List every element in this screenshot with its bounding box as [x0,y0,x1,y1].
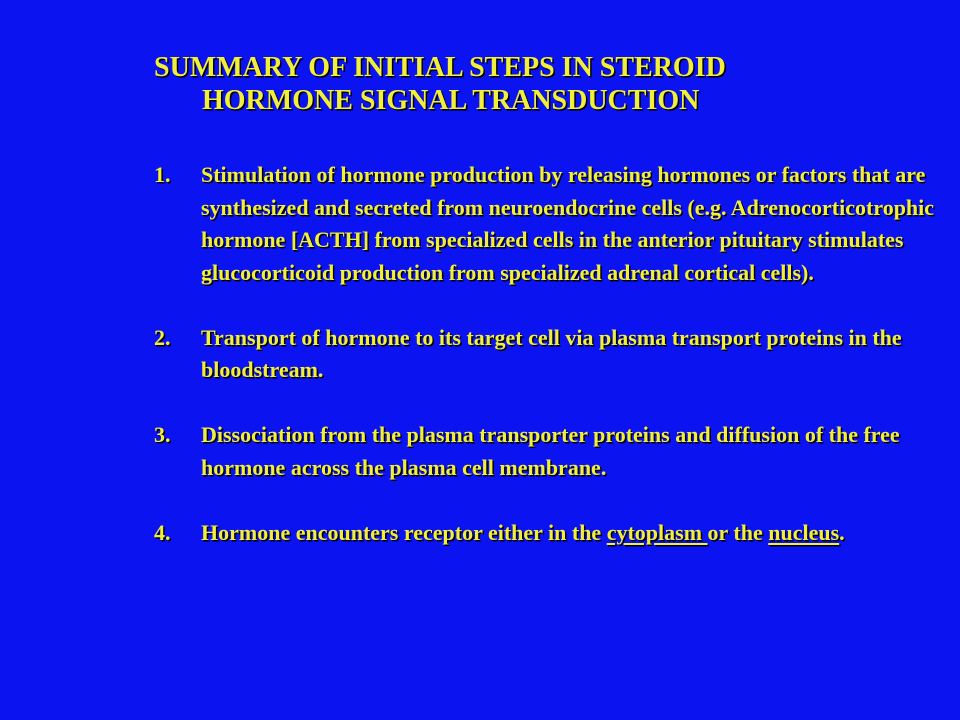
step-text: Transport of hormone to its target cell via plasma transport proteins in the bloodstream. [201,324,902,382]
step-text-part: or the [707,519,769,545]
title-line-2: HORMONE SIGNAL TRANSDUCTION [202,85,700,116]
step-number: 4. [154,519,171,545]
step-text: Stimulation of hormone production by releasing hormones or factors that are synthesized and secreted from neuroendocrine cells (e.g. Adrenocorticotrophic hormone [ACTH] from specialized cells in the anterior pituitary stimulates glucocorticoid production from specialized adrenal cortical cells). [201,162,935,285]
step-number: 2. [154,324,171,350]
step-number: 3. [154,422,171,447]
step-1 [154,159,944,289]
step-text-part: . [839,519,845,545]
step-3 [154,419,944,484]
step-text: Dissociation from the plasma transporter proteins and diffusion of the free hormone across the plasma cell membrane. [201,422,900,480]
underlined-term-cytoplasm: cytoplasm [606,519,708,545]
step-2 [154,322,944,387]
steps-list [154,159,944,582]
step-text-part: Hormone encounters receptor either in the [201,519,607,545]
step-4 [154,517,944,550]
step-number: 1. [154,162,171,187]
slide-title [154,51,914,117]
step-text [201,517,944,550]
underlined-term-nucleus: nucleus [768,519,840,545]
title-line-1: SUMMARY OF INITIAL STEPS IN STEROID [154,52,726,83]
